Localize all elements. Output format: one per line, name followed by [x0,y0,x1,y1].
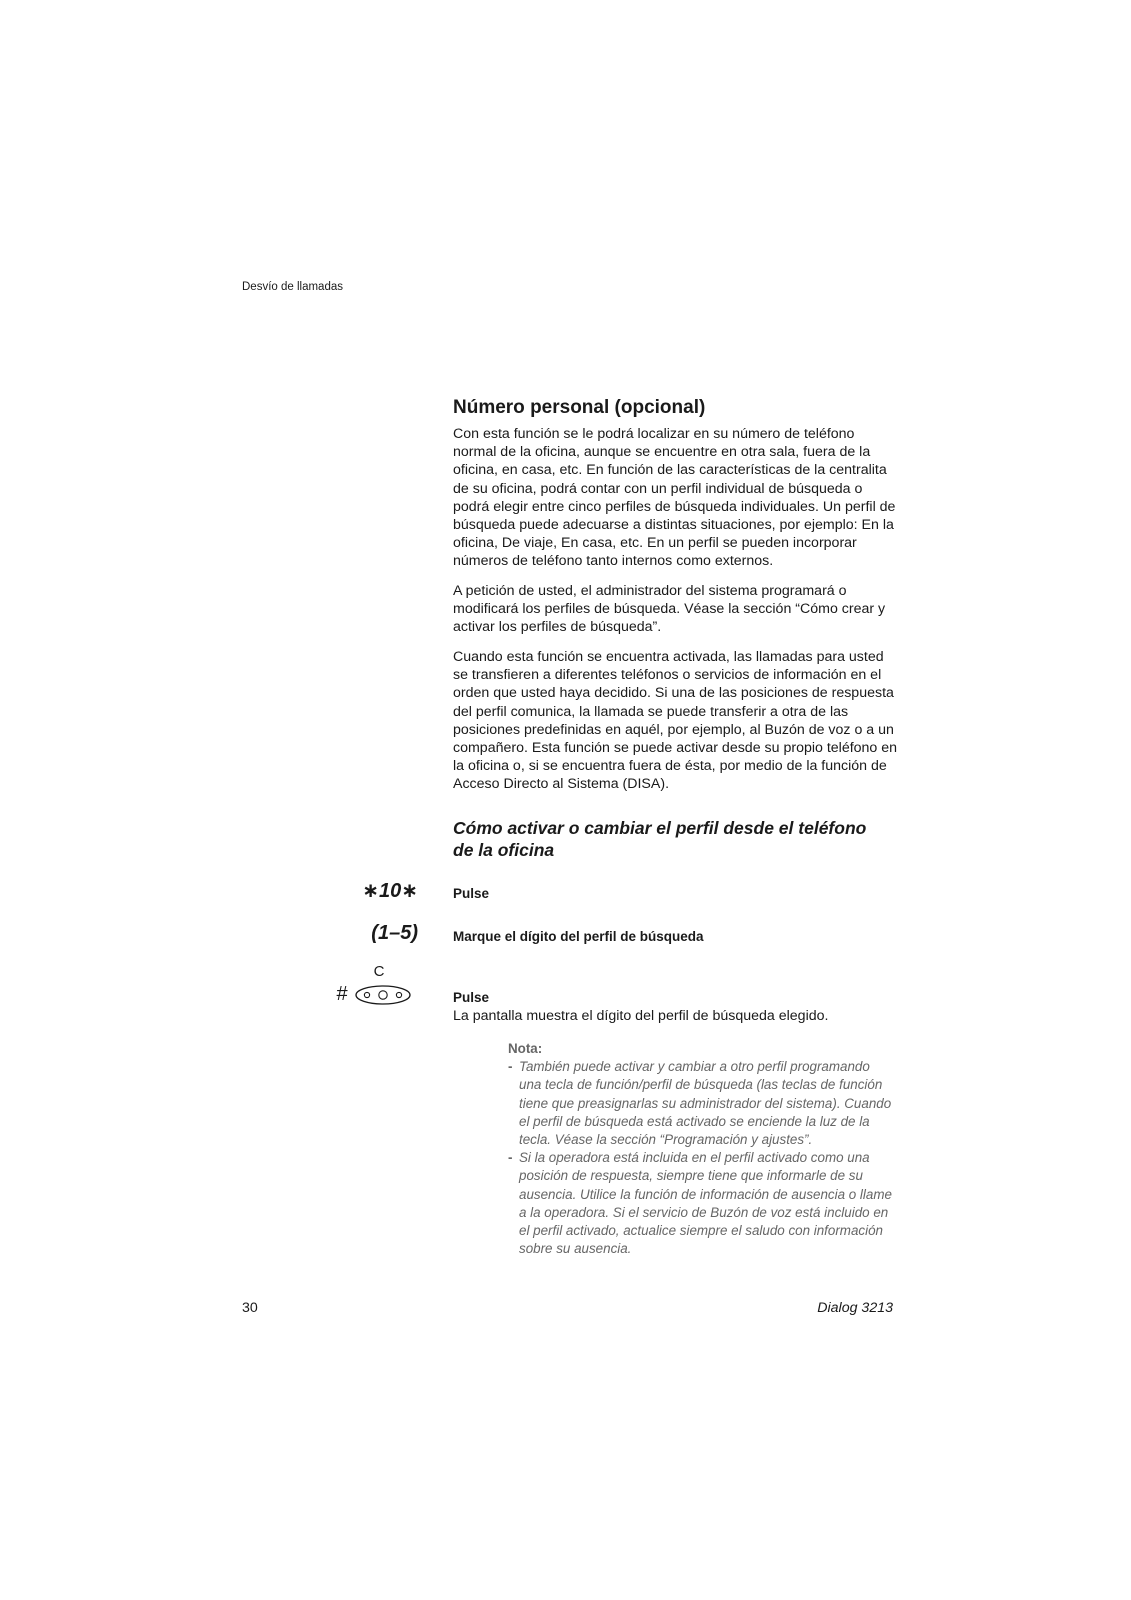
running-header: Desvío de llamadas [242,281,343,293]
body-paragraph: A petición de usted, el administrador del sistema programará o modificará los perfiles de búsqueda. Véase la sección “Cómo crear y activar los perfiles de búsqueda”. [453,583,886,636]
note-item-text: También puede activar y cambiar a otro perfil programando una tecla de función/perfil de búsqueda (las teclas de función tiene que preasignarlas su administrador del sistema). Cuando el perfil de búsqueda está activado se enciende la luz de la tecla. Véase la sección “Programación y ajustes”. [519,1059,892,1148]
body-paragraph: Cuando esta función se encuentra activada, las llamadas para usted se transfieren a diferentes teléfonos o servicios de información en el orden que usted haya decidido. Si una de las posiciones de respuesta del perfil comunica, la llamada se puede transferir a otra de las posiciones predefinidas en aquél, por ejemplo, al Buzón de voz o a un compañero. Esta función se puede activar desde su propio teléfono en la oficina o, si se encuentra fuera de ésta, por medio de la función de Acceso Directo al Sistema (DISA). [453,649,898,793]
step-key-profile-digit: (1–5) [371,922,418,944]
step-key-star-10-star: ∗10∗ [362,880,418,902]
section-title: Número personal (opcional) [453,397,706,418]
step-action: Pulse [453,886,490,901]
note-item [508,1058,893,1149]
note-item [508,1149,893,1258]
note-bullet: - [508,1059,513,1075]
hash-clear-key-icon [334,962,424,1010]
subsection-title: Cómo activar o cambiar el perfil desde el teléfono de la oficina [453,818,867,860]
product-name: Dialog 3213 [817,1300,893,1316]
step-action: Pulse [453,990,490,1005]
clear-key-label: C [373,963,385,980]
note-label: Nota: [508,1041,543,1056]
hash-key-label: # [336,983,348,1005]
page-number: 30 [242,1300,258,1316]
body-paragraph: Con esta función se le podrá localizar en su número de teléfono normal de la oficina, aunque se encuentre en otra sala, fuera de la oficina, en casa, etc. En función de las características de la centralita de su oficina, podrá contar con un perfil individual de búsqueda o podrá elegir entre cinco perfiles de búsqueda individuales. Un perfil de búsqueda puede adecuarse a distintas situaciones, por ejemplo: En la oficina, De viaje, En casa, etc. En un perfil se pueden incorporar números de teléfono tanto internos como externos. [453,426,896,570]
note-item-text: Si la operadora está incluida en el perfil activado como una posición de respuesta, siempre tiene que informarle de su ausencia. Utilice la función de información de ausencia o llame a la operadora. Si el servicio de Buzón de voz está incluido en el perfil activado, actualice siempre el saludo con información sobre su ausencia. [519,1150,892,1257]
step-description: La pantalla muestra el dígito del perfil de búsqueda elegido. [453,1008,829,1024]
note-block [508,1040,893,1258]
step-action: Marque el dígito del perfil de búsqueda [453,929,704,944]
note-bullet: - [508,1150,513,1166]
